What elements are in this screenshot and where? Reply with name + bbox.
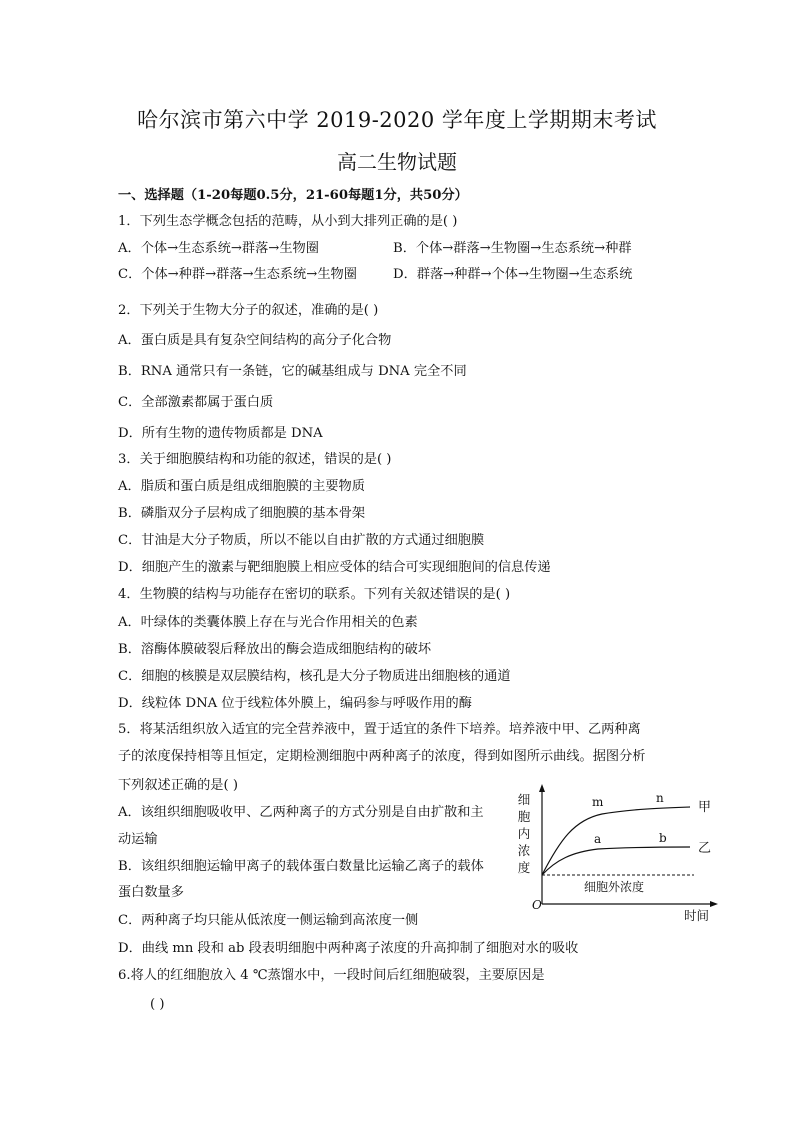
curve-yi-point-a: a [594, 832, 602, 846]
curve-yi-point-b: b [659, 831, 667, 845]
q5-stem-line-1: 5．将某活组织放入适宜的完全营养液中，置于适宜的条件下培养。培养液中甲、乙两种离 [118, 722, 641, 737]
origin-label: O [532, 898, 542, 912]
curve-jia [542, 807, 690, 875]
q3-option-d: D．细胞产生的激素与靶细胞膜上相应受体的结合可实现细胞间的信息传递 [118, 560, 551, 575]
exam-title: 哈尔滨市第六中学 2019-2020 学年度上学期期末考试 [137, 108, 657, 132]
section-heading: 一、选择题（1-20每题0.5分，21-60每题1分，共50分） [118, 188, 468, 203]
q3-option-b: B．磷脂双分子层构成了细胞膜的基本骨架 [118, 506, 366, 521]
q5-option-b-cont: 蛋白数量多 [118, 885, 184, 900]
y-axis-label-2: 胞 [517, 809, 531, 824]
q1-option-b: B．个体→群落→生物圈→生态系统→种群 [393, 241, 632, 256]
q4-option-a: A．叶绿体的类囊体膜上存在与光合作用相关的色素 [118, 615, 418, 630]
extracellular-label: 细胞外浓度 [584, 880, 645, 894]
q5-option-d: D．曲线 mn 段和 ab 段表明细胞中两种离子浓度的升高抑制了细胞对水的吸收 [118, 941, 579, 956]
q4-option-d: D．线粒体 DNA 位于线粒体外膜上，编码参与呼吸作用的酶 [118, 696, 472, 711]
y-axis-label-3: 内 [517, 826, 531, 841]
q6-stem: 6.将人的红细胞放入 4 ℃蒸馏水中，一段时间后红细胞破裂，主要原因是 [118, 968, 545, 983]
q1-option-c: C．个体→种群→群落→生态系统→生物圈 [118, 267, 357, 282]
exam-subtitle: 高二生物试题 [337, 150, 457, 174]
q5-option-a: A．该组织细胞吸收甲、乙两种离子的方式分别是自由扩散和主 [118, 805, 484, 820]
q3-stem: 3．关于细胞膜结构和功能的叙述，错误的是( ) [118, 452, 392, 467]
curve-yi [542, 847, 690, 875]
curve-jia-point-n: n [656, 791, 664, 805]
q5-stem-line-3: 下列叙述正确的是( ) [118, 778, 238, 793]
y-axis-arrow [539, 784, 545, 792]
y-axis-label-5: 度 [517, 860, 531, 875]
q2-option-b: B．RNA 通常只有一条链，它的碱基组成与 DNA 完全不同 [118, 364, 467, 379]
y-axis-label-1: 细 [517, 792, 531, 807]
q5-stem-line-2: 子的浓度保持相等且恒定，定期检测细胞中两种离子的浓度，得到如图所示曲线。据图分析 [118, 749, 646, 764]
q2-stem: 2．下列关于生物大分子的叙述，准确的是( ) [118, 303, 379, 318]
q1-stem: 1．下列生态学概念包括的范畴，从小到大排列正确的是( ) [118, 214, 458, 229]
q4-option-c: C．细胞的核膜是双层膜结构，核孔是大分子物质进出细胞核的通道 [118, 669, 511, 684]
q5-option-c: C．两种离子均只能从低浓度一侧运输到高浓度一侧 [118, 913, 419, 928]
q3-option-c: C．甘油是大分子物质，所以不能以自由扩散的方式通过细胞膜 [118, 533, 485, 548]
x-axis-label: 时间 [684, 908, 710, 923]
q5-option-b: B．该组织细胞运输甲离子的载体蛋白数量比运输乙离子的载体 [118, 859, 484, 874]
q4-stem: 4．生物膜的结构与功能存在密切的联系。下列有关叙述错误的是( ) [118, 587, 511, 602]
q1-option-a: A．个体→生态系统→群落→生物圈 [118, 241, 319, 256]
q4-option-b: B．溶酶体膜破裂后释放出的酶会造成细胞结构的破坏 [118, 642, 432, 657]
curve-yi-name: 乙 [698, 841, 712, 856]
q2-option-a: A．蛋白质是具有复杂空间结构的高分子化合物 [118, 333, 392, 348]
q2-option-c: C．全部激素都属于蛋白质 [118, 395, 274, 410]
q5-option-a-cont: 动运输 [118, 832, 158, 847]
q3-option-a: A．脂质和蛋白质是组成细胞膜的主要物质 [118, 479, 365, 494]
x-axis-arrow [710, 901, 718, 907]
q2-option-d: D．所有生物的遗传物质都是 DNA [118, 426, 323, 441]
q6-answer-blank: ( ) [150, 997, 165, 1012]
y-axis-label-4: 浓 [517, 843, 531, 858]
curve-jia-name: 甲 [698, 800, 712, 815]
ion-concentration-figure [512, 778, 732, 923]
curve-jia-point-m: m [592, 795, 604, 809]
q1-option-d: D．群落→种群→个体→生物圈→生态系统 [393, 267, 633, 282]
